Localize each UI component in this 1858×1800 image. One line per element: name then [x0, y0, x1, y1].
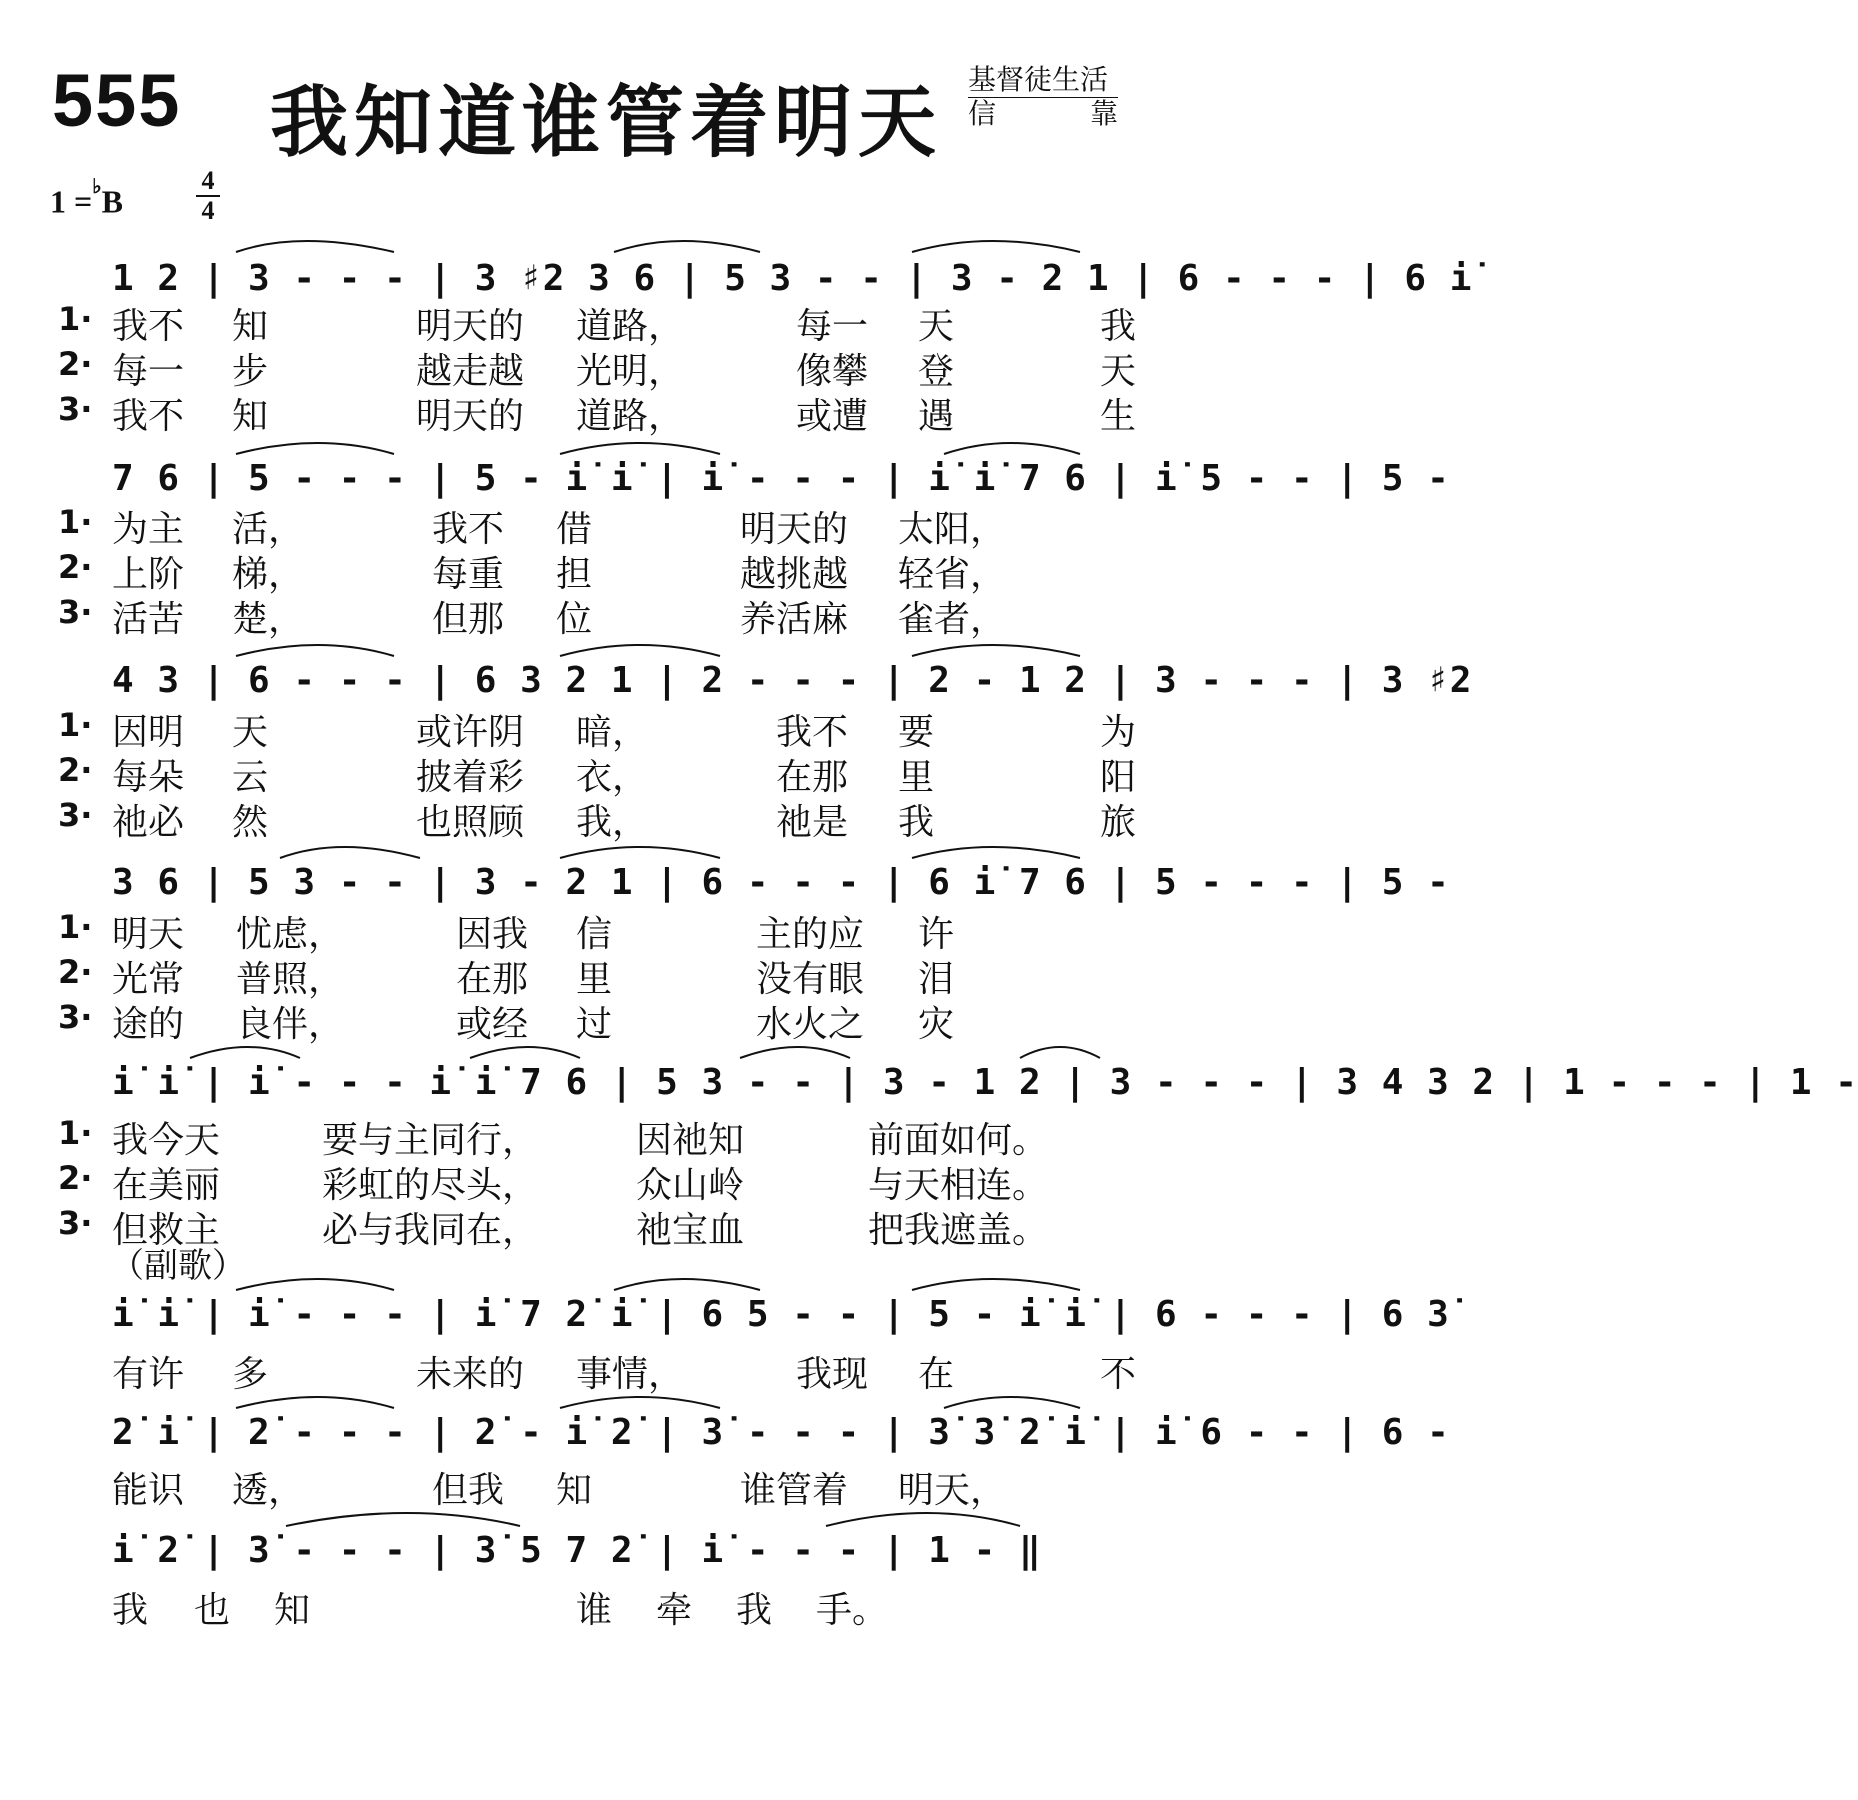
lyric: 为 [1100, 712, 1137, 753]
lyric: 祂必 [112, 802, 185, 843]
chorus-notation-line-3: i̇ 2̇ | 3̇ - - - | 3̇ 5 7 2̇ | i̇ - - - | 1 - ‖ [112, 1530, 1042, 1571]
key-note: B [101, 183, 124, 220]
verse-number: 2· [58, 1159, 93, 1197]
lyric: 因祂知 [636, 1120, 745, 1161]
lyric: 天 [918, 306, 955, 347]
lyric: 前面如何。 [868, 1120, 1049, 1161]
lyric: 活苦 [112, 599, 185, 640]
lyric: 但救主 [112, 1210, 221, 1251]
lyric: 阳 [1100, 757, 1137, 798]
lyric: 我不 [112, 396, 185, 437]
lyric: 披着彩 [416, 757, 525, 798]
lyric: 彩虹的尽头， [322, 1165, 539, 1206]
lyric: 越走越 [416, 351, 525, 392]
verse-number: 3· [58, 1204, 93, 1242]
lyric: 我不 [776, 712, 849, 753]
lyric: 里 [898, 757, 935, 798]
lyric: 必与我同在， [322, 1210, 539, 1251]
lyric: 衣， [576, 757, 649, 798]
lyric: 谁管着 [740, 1470, 849, 1511]
lyric: 道路， [576, 306, 685, 347]
lyric: 遇 [918, 396, 955, 437]
flat-sign: ♭ [92, 176, 102, 198]
lyric: 我 [112, 1590, 149, 1631]
verse-number: 3· [58, 998, 93, 1036]
lyric: 牵 [656, 1590, 693, 1631]
verse-number: 1· [58, 908, 93, 946]
lyric: 也 [194, 1590, 231, 1631]
lyric: 里 [576, 959, 613, 1000]
lyric: 有许 [112, 1354, 185, 1395]
lyric: 明天， [898, 1470, 1007, 1511]
lyric: 光常 [112, 959, 185, 1000]
notation-line-4: 3 6 | 5 3 - - | 3 - 2 1 | 6 - - - | 6 i̇ 7 6 | 5 - - - | 5 - [112, 862, 1450, 903]
lyric: 借 [556, 509, 593, 550]
lyric: 或许阴 [416, 712, 525, 753]
verse-number: 3· [58, 593, 93, 631]
lyric: 楚， [232, 599, 305, 640]
lyric: 然 [232, 802, 269, 843]
lyric: 没有眼 [756, 959, 865, 1000]
lyric: 每一 [796, 306, 869, 347]
lyric: 担 [556, 554, 593, 595]
lyric: 或经 [456, 1004, 529, 1045]
lyric: 知 [274, 1590, 311, 1631]
lyric: 天 [1100, 351, 1137, 392]
lyric: 普照， [236, 959, 345, 1000]
verse-number: 3· [58, 390, 93, 428]
lyric: 明天的 [416, 306, 525, 347]
notation-line-1: 1 2 | 3 - - - | 3 ♯2 3 6 | 5 3 - - | 3 - 2 1 | 6 - - - | 6 i̇ [112, 258, 1473, 299]
lyric: 天 [232, 712, 269, 753]
lyric: 生 [1100, 396, 1137, 437]
notation-line-2: 7 6 | 5 - - - | 5 - i̇ i̇ | i̇ - - - | i̇ i̇ 7 6 | i̇ 5 - - | 5 - [112, 458, 1450, 499]
lyric: 也照顾 [416, 802, 525, 843]
lyric: 知 [556, 1470, 593, 1511]
lyric: 要 [898, 712, 935, 753]
lyric: 因明 [112, 712, 185, 753]
lyric: 把我遮盖。 [868, 1210, 1049, 1251]
key-prefix: 1 = [50, 183, 93, 220]
lyric: 上阶 [112, 554, 185, 595]
lyric: 但那 [432, 599, 505, 640]
lyric: 众山岭 [636, 1165, 745, 1206]
verse-number: 1· [58, 706, 93, 744]
lyric: 我不 [432, 509, 505, 550]
lyric: 每朵 [112, 757, 185, 798]
lyric: 暗， [576, 712, 649, 753]
lyric: 明天的 [416, 396, 525, 437]
lyric: 良伴， [236, 1004, 345, 1045]
lyric: 每一 [112, 351, 185, 392]
lyric: 越挑越 [740, 554, 849, 595]
lyric: 或遭 [796, 396, 869, 437]
lyric: 每重 [432, 554, 505, 595]
lyric: 我 [736, 1590, 773, 1631]
lyric: 登 [918, 351, 955, 392]
lyric: 但我 [432, 1470, 505, 1511]
lyric: 忧虑， [236, 914, 345, 955]
lyric: 未来的 [416, 1354, 525, 1395]
lyric: 我现 [796, 1354, 869, 1395]
verse-number: 2· [58, 953, 93, 991]
lyric: 我不 [112, 306, 185, 347]
lyric: 我 [898, 802, 935, 843]
lyric: 途的 [112, 1004, 185, 1045]
source-category-left: 信 [968, 97, 997, 130]
lyric: 位 [556, 599, 593, 640]
verse-number: 2· [58, 548, 93, 586]
lyric: 为主 [112, 509, 185, 550]
chorus-notation-line-2: 2̇ i̇ | 2̇ - - - | 2̇ - i̇ 2̇ | 3̇ - - - | 3̇ 3̇ 2̇ i̇ | i̇ 6 - - | 6 - [112, 1412, 1450, 1453]
lyric: 我， [576, 802, 649, 843]
time-signature-bottom: 4 [201, 196, 215, 225]
notation-line-3: 4 3 | 6 - - - | 6 3 2 1 | 2 - - - | 2 - 1 2 | 3 - - - | 3 ♯2 [112, 660, 1473, 701]
lyric: 泪 [918, 959, 955, 1000]
lyric: 手。 [816, 1590, 889, 1631]
hymn-title: 我知道谁管着明天 [270, 78, 943, 168]
source-category-right: 靠 [1089, 97, 1118, 130]
time-signature-top: 4 [201, 166, 215, 195]
lyric: 能识 [112, 1470, 185, 1511]
lyric: 主的应 [756, 914, 865, 955]
lyric: 明天 [112, 914, 185, 955]
lyric: 在 [918, 1354, 955, 1395]
lyric: 水火之 [756, 1004, 865, 1045]
chorus-label: （副歌） [110, 1246, 246, 1286]
lyric: 透， [232, 1470, 305, 1511]
lyric: 轻省， [898, 554, 1007, 595]
lyric: 雀者， [898, 599, 1007, 640]
lyric: 在那 [456, 959, 529, 1000]
hymn-number: 555 [52, 59, 182, 142]
lyric: 不 [1100, 1354, 1137, 1395]
lyric: 在美丽 [112, 1165, 221, 1206]
lyric: 信 [576, 914, 613, 955]
lyric: 知 [232, 306, 269, 347]
lyric: 光明， [576, 351, 685, 392]
lyric: 明天的 [740, 509, 849, 550]
lyric: 云 [232, 757, 269, 798]
source-book: 基督徒生活 [968, 64, 1118, 98]
lyric: 与天相连。 [868, 1165, 1049, 1206]
lyric: 许 [918, 914, 955, 955]
lyric: 道路， [576, 396, 685, 437]
lyric: 在那 [776, 757, 849, 798]
lyric: 我 [1100, 306, 1137, 347]
lyric: 知 [232, 396, 269, 437]
lyric: 旅 [1100, 802, 1137, 843]
lyric: 要与主同行， [322, 1120, 539, 1161]
lyric: 因我 [456, 914, 529, 955]
lyric: 像攀 [796, 351, 869, 392]
lyric: 步 [232, 351, 269, 392]
lyric: 梯， [232, 554, 305, 595]
lyric: 过 [576, 1004, 613, 1045]
verse-number: 1· [58, 300, 93, 338]
verse-number: 1· [58, 1114, 93, 1152]
lyric: 活， [232, 509, 305, 550]
lyric: 养活麻 [740, 599, 849, 640]
lyric: 祂是 [776, 802, 849, 843]
lyric: 我今天 [112, 1120, 221, 1161]
lyric: 灾 [918, 1004, 955, 1045]
lyric: 多 [232, 1354, 269, 1395]
chorus-notation-line-1: i̇ i̇ | i̇ - - - | i̇ 7 2̇ i̇ | 6 5 - - | 5 - i̇ i̇ | 6 - - - | 6 3̇ [112, 1294, 1450, 1335]
verse-number: 3· [58, 796, 93, 834]
lyric: 祂宝血 [636, 1210, 745, 1251]
notation-line-5: i̇ i̇ | i̇ - - - i̇ i̇ 7 6 | 5 3 - - | 3 - 1 2 | 3 - - - | 3 4 3 2 | 1 - - - | 1 - [112, 1062, 1858, 1103]
verse-number: 1· [58, 503, 93, 541]
lyric: 谁 [576, 1590, 613, 1631]
lyric: 事情， [576, 1354, 685, 1395]
lyric: 太阳， [898, 509, 1007, 550]
verse-number: 2· [58, 751, 93, 789]
verse-number: 2· [58, 345, 93, 383]
